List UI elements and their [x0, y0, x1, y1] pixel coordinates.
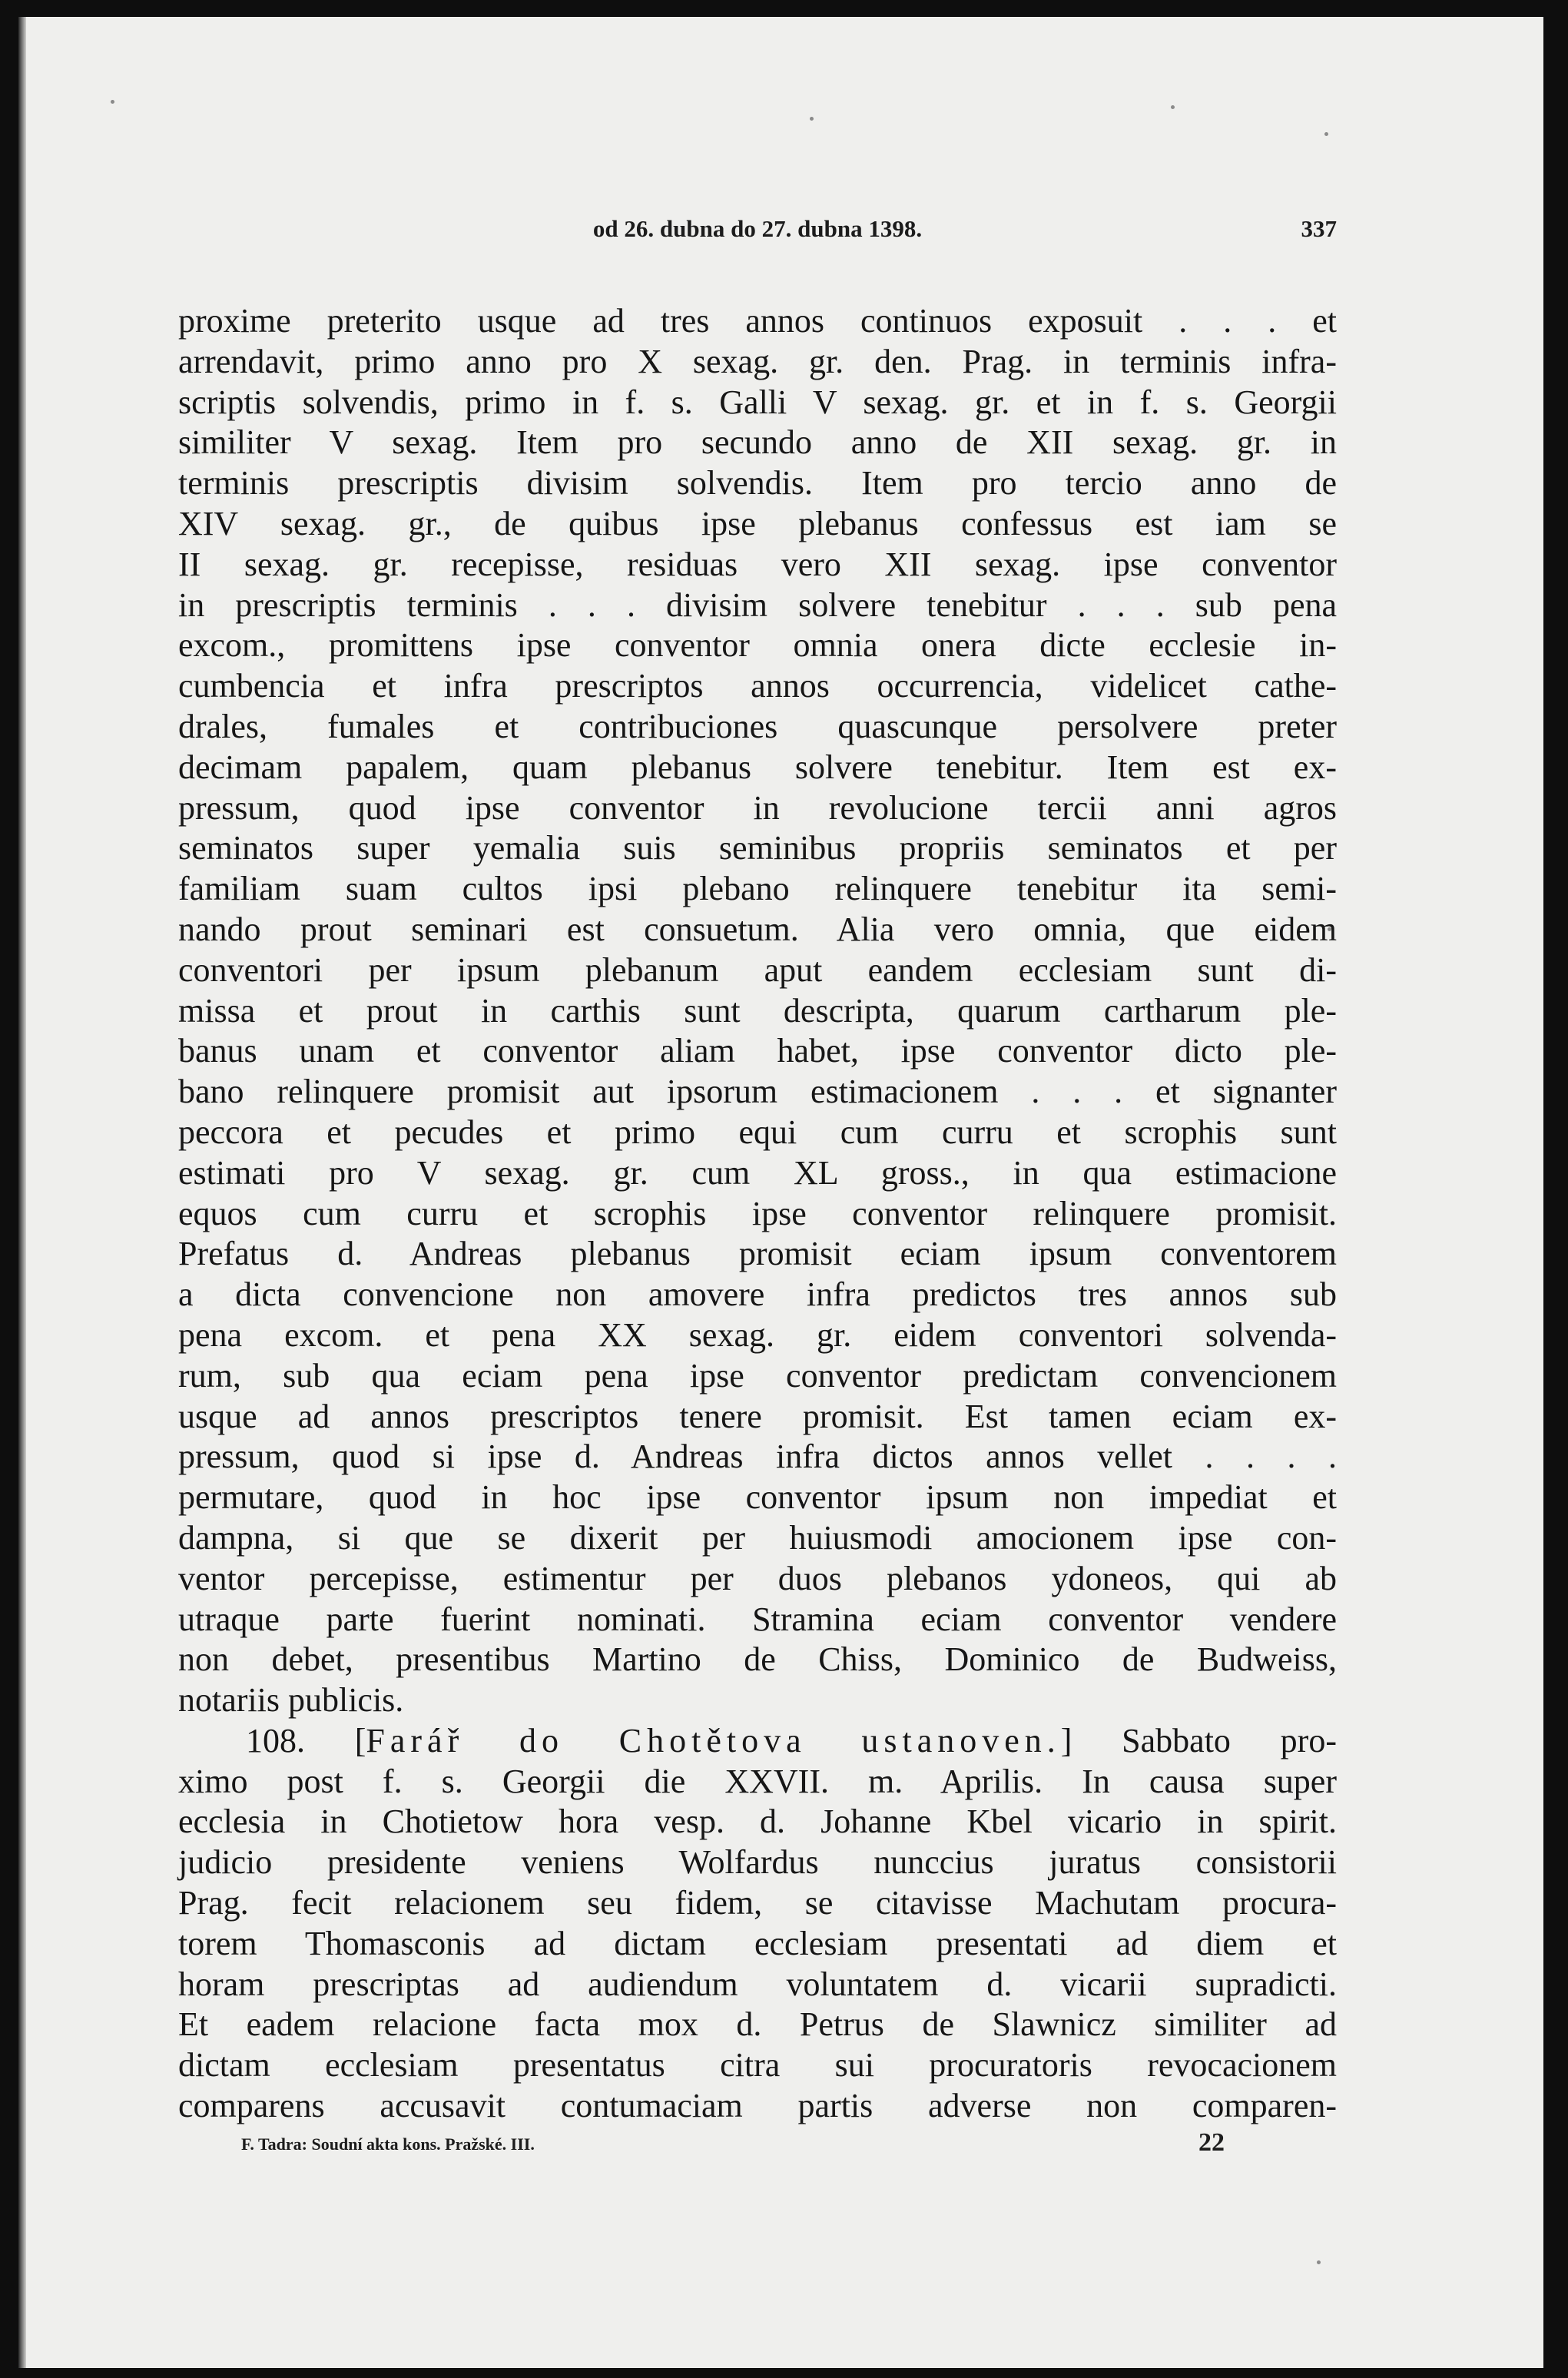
book-spine-shadow — [18, 17, 26, 2368]
text-line: arrendavit, primo anno pro X sexag. gr. den. Prag. in terminis infra- — [178, 342, 1337, 380]
paper-speck — [1317, 2260, 1321, 2264]
footer-note: F. Tadra: Soudní akta kons. Pražské. III. — [241, 2134, 535, 2154]
text-line: II sexag. gr. recepisse, residuas vero XII sexag. ipse conventor — [178, 545, 1337, 583]
text-line: usque ad annos prescriptos tenere promisit. Est tamen eciam ex- — [178, 1397, 1337, 1435]
text-line: pena excom. et pena XX sexag. gr. eidem conventori solvenda- — [178, 1315, 1337, 1354]
text-line: Et eadem relacione facta mox d. Petrus de Slawnicz similiter ad — [178, 2005, 1337, 2044]
text-line: seminatos super yemalia suis seminibus propriis seminatos et per — [178, 829, 1337, 867]
text-line: rum, sub qua eciam pena ipse conventor predictam convencionem — [178, 1356, 1337, 1395]
text-line: cumbencia et infra prescriptos annos occurrencia, videlicet cathe- — [178, 667, 1337, 705]
page-number: 337 — [1301, 215, 1337, 242]
text-line: torem Thomasconis ad dictam ecclesiam presentati ad diem et — [178, 1924, 1337, 1962]
text-line: horam prescriptas ad audiendum voluntatem d. vicarii supradicti. — [178, 1965, 1337, 2003]
text-line: notariis publicis. — [178, 1681, 404, 1720]
text-line: bano relinquere promisit aut ipsorum estimacionem . . . et signanter — [178, 1073, 1337, 1111]
text-line: scriptis solvendis, primo in f. s. Galli V sexag. gr. et in f. s. Georgii — [178, 383, 1337, 421]
text-line: Prefatus d. Andreas plebanus promisit eciam ipsum conventorem — [178, 1235, 1337, 1273]
entry-108-first-line — [178, 1721, 1337, 1762]
entry-heading: Farář do Chotětova ustanoven. — [366, 1721, 1061, 1759]
text-line: Prag. fecit relacionem seu fidem, se citavisse Machutam procura- — [178, 1884, 1337, 1922]
text-line: decimam papalem, quam plebanus solvere tenebitur. Item est ex- — [178, 748, 1337, 786]
page-header — [178, 215, 1337, 254]
text-line: equos cum curru et scrophis ipse conventor relinquere promisit. — [178, 1194, 1337, 1232]
text-line: estimati pro V sexag. gr. cum XL gross., in qua estimacione — [178, 1153, 1337, 1192]
text-line: conventori per ipsum plebanum aput eandem ecclesiam sunt di- — [178, 950, 1337, 989]
text-line: ventor percepisse, estimentur per duos plebanos ydoneos, qui ab — [178, 1559, 1337, 1597]
paper-speck — [111, 100, 114, 104]
running-title: od 26. dubna do 27. dubna 1398. — [592, 215, 923, 242]
entry-first-line-rest: ] Sabbato pro- — [1060, 1721, 1337, 1759]
text-line: XIV sexag. gr., de quibus ipse plebanus confessus est iam se — [178, 504, 1337, 542]
text-line: a dicta convencione non amovere infra predictos tres annos sub — [178, 1275, 1337, 1314]
paper-speck — [1324, 132, 1328, 136]
text-line: utraque parte fuerint nominati. Stramina eciam conventor vendere — [178, 1600, 1337, 1638]
text-line: similiter V sexag. Item pro secundo anno de XII sexag. gr. in — [178, 423, 1337, 462]
main-text — [178, 301, 1337, 2127]
text-line: drales, fumales et contribuciones quascunque persolvere preter — [178, 707, 1337, 745]
text-line: peccora et pecudes et primo equi cum curru et scrophis sunt — [178, 1113, 1337, 1151]
text-line: permutare, quod in hoc ipse conventor ipsum non impediat et — [178, 1478, 1337, 1517]
text-line: ecclesia in Chotietow hora vesp. d. Johanne Kbel vicario in spirit. — [178, 1803, 1337, 1841]
text-line: pressum, quod si ipse d. Andreas infra dictos annos vellet . . . . — [178, 1438, 1337, 1476]
text-line: dictam ecclesiam presentatus citra sui procuratoris revocacionem — [178, 2046, 1337, 2084]
text-line: ximo post f. s. Georgii die XXVII. m. Aprilis. In causa super — [178, 1762, 1337, 1800]
text-line: excom., promittens ipse conventor omnia onera dicte ecclesie in- — [178, 626, 1337, 665]
text-line: pressum, quod ipse conventor in revolucione tercii anni agros — [178, 788, 1337, 827]
text-line: terminis prescriptis divisim solvendis. Item pro tercio anno de — [178, 464, 1337, 502]
text-line: missa et prout in carthis sunt descripta, quarum cartharum ple- — [178, 991, 1337, 1030]
text-line: in prescriptis terminis . . . divisim solvere tenebitur . . . sub pena — [178, 585, 1337, 624]
text-line: non debet, presentibus Martino de Chiss, Dominico de Budweiss, — [178, 1640, 1337, 1679]
text-line: comparens accusavit contumaciam partis adverse non comparen- — [178, 2087, 1337, 2125]
text-line: dampna, si que se dixerit per huiusmodi amocionem ipse con- — [178, 1518, 1337, 1557]
text-line: nando prout seminari est consuetum. Alia vero omnia, que eidem — [178, 910, 1337, 948]
paper-speck — [1171, 105, 1175, 109]
signature-mark: 22 — [1198, 2128, 1225, 2157]
text-line: judicio presidente veniens Wolfardus nunccius juratus consistorii — [178, 1843, 1337, 1882]
text-line: banus unam et conventor aliam habet, ipse conventor dicto ple- — [178, 1032, 1337, 1070]
paper-speck — [810, 117, 814, 121]
document-page — [18, 17, 1543, 2368]
text-line: proxime preterito usque ad tres annos continuos exposuit . . . et — [178, 302, 1337, 340]
text-line: familiam suam cultos ipsi plebano relinquere tenebitur ita semi- — [178, 870, 1337, 908]
entry-number: 108. [ — [246, 1721, 366, 1759]
